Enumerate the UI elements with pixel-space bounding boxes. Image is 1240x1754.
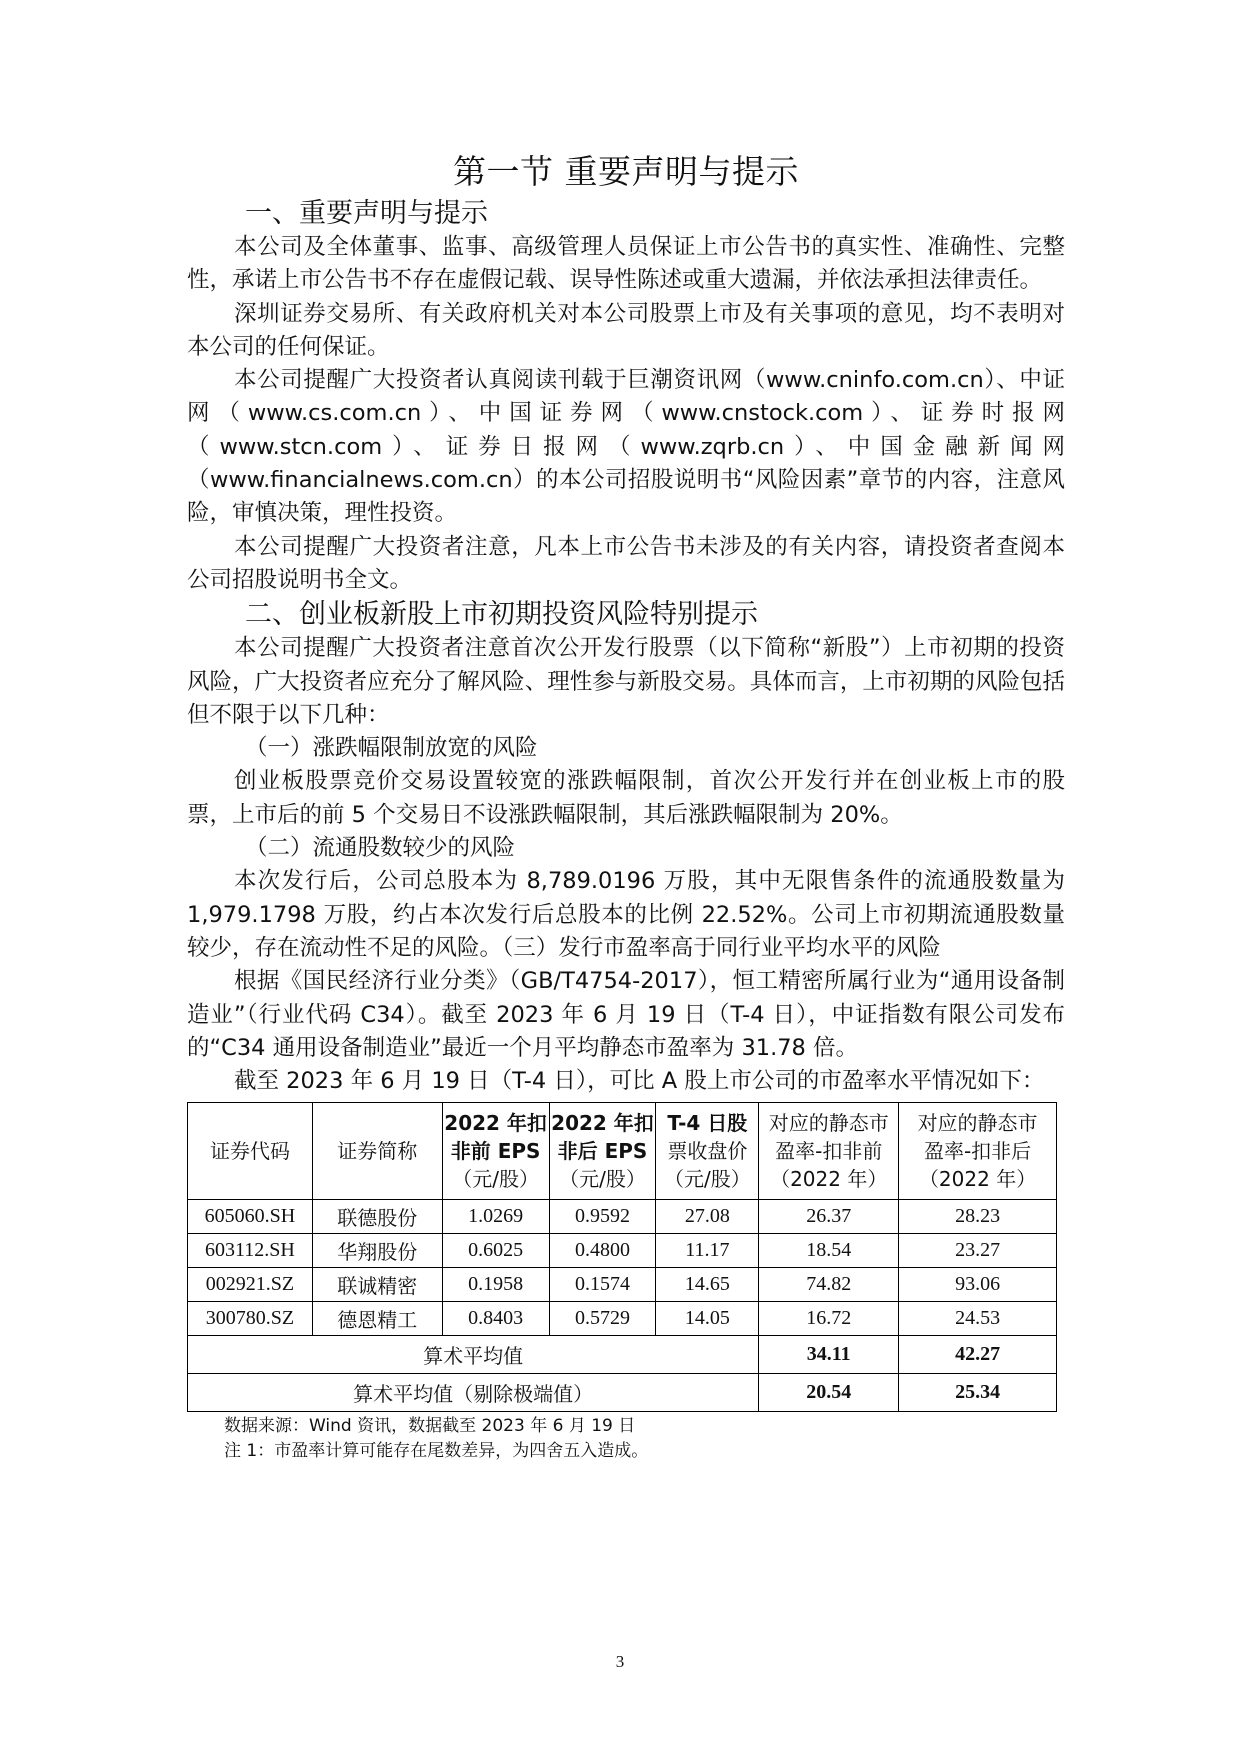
table-row-average-excluding	[188, 1374, 1057, 1412]
cell-pe-pre: 74.82	[759, 1268, 899, 1302]
paragraph-statement: 本公司及全体董事、监事、高级管理人员保证上市公告书的真实性、准确性、完整性，承诺上市公告书不存在虚假记载、误导性陈述或重大遗漏，并依法承担法律责任。	[187, 234, 1065, 294]
cell-name: 联德股份	[312, 1200, 442, 1234]
paragraph-float-shares: 本次发行后，公司总股本为 8,789.0196 万股，其中无限售条件的流通股数量为 1,979.1798 万股，约占本次发行后总股本的比例 22.52%。公司上市初期流通股数量较少，存在流动性不足的风险。（三）发行市盈率高于同行业平均水平的风险	[187, 868, 1065, 961]
table-header-row	[188, 1103, 1057, 1200]
header-close-price: T-4 日股 票收盘价 （元/股）	[656, 1103, 759, 1200]
table-row-average	[188, 1336, 1057, 1374]
cell-average-ex-label: 算术平均值（剔除极端值）	[188, 1374, 759, 1412]
cell-eps-post: 0.5729	[549, 1302, 656, 1336]
cell-average-ex-pe-post: 25.34	[899, 1374, 1057, 1412]
paragraph-comparable-intro: 截至 2023 年 6 月 19 日（T-4 日），可比 A 股上市公司的市盈率水平情况如下：	[234, 1068, 1045, 1095]
cell-name: 联诚精密	[312, 1268, 442, 1302]
heading-risk-warning: 二、创业板新股上市初期投资风险特别提示	[245, 599, 758, 631]
cell-eps-pre: 0.6025	[442, 1234, 549, 1268]
header-code: 证券代码	[188, 1103, 313, 1200]
header-name: 证券简称	[312, 1103, 442, 1200]
cell-eps-post: 0.4800	[549, 1234, 656, 1268]
cell-name: 华翔股份	[312, 1234, 442, 1268]
cell-name: 德恩精工	[312, 1302, 442, 1336]
heading-important-statement: 一、重要声明与提示	[245, 198, 488, 229]
cell-pe-post: 28.23	[899, 1200, 1057, 1234]
table-row	[188, 1268, 1057, 1302]
note-rounding: 注 1：市盈率计算可能存在尾数差异，为四舍五入造成。	[224, 1441, 649, 1462]
cell-pe-post: 93.06	[899, 1268, 1057, 1302]
paragraph-industry-pe: 根据《国民经济行业分类》（GB/T4754-2017），恒工精密所属行业为“通用设备制造业”（行业代码 C34）。截至 2023 年 6 月 19 日（T-4 日），中证指数有限公司发布的“C34 通用设备制造业”最近一个月平均静态市盈率为 31.78 倍。	[187, 968, 1065, 1061]
comparable-pe-table	[187, 1102, 1057, 1412]
cell-average-pe-post: 42.27	[899, 1336, 1057, 1374]
paragraph-refer-prospectus: 本公司提醒广大投资者注意，凡本上市公告书未涉及的有关内容，请投资者查阅本公司招股说明书全文。	[187, 533, 1065, 593]
table-notes	[187, 1414, 1065, 1464]
cell-average-pe-pre: 34.11	[759, 1336, 899, 1374]
header-eps-pre: 2022 年扣 非前 EPS （元/股）	[442, 1103, 549, 1200]
section-title: 第一节 重要声明与提示	[453, 152, 799, 191]
cell-pe-pre: 16.72	[759, 1302, 899, 1336]
table-row	[188, 1234, 1057, 1268]
paragraph-new-share-risk: 本公司提醒广大投资者注意首次公开发行股票（以下简称“新股”）上市初期的投资风险，广大投资者应充分了解风险、理性参与新股交易。具体而言，上市初期的风险包括但不限于以下几种：	[187, 635, 1065, 728]
header-eps-post: 2022 年扣 非后 EPS （元/股）	[549, 1103, 656, 1200]
page-number: 3	[615, 1652, 625, 1671]
cell-code: 002921.SZ	[188, 1268, 313, 1302]
cell-eps-post: 0.1574	[549, 1268, 656, 1302]
document-page	[187, 148, 1065, 1464]
cell-pe-post: 23.27	[899, 1234, 1057, 1268]
cell-pe-pre: 26.37	[759, 1200, 899, 1234]
cell-close: 14.65	[656, 1268, 759, 1302]
subheading-price-limit: （一）涨跌幅限制放宽的风险	[245, 735, 538, 762]
table-row	[188, 1200, 1057, 1234]
paragraph-websites: 本公司提醒广大投资者认真阅读刊载于巨潮资讯网（www.cninfo.com.cn）、中证网（www.cs.com.cn）、中国证券网（www.cnstock.com）、证券时报网（www.stcn.com）、证券日报网（www.zqrb.cn）、中国金融新闻网（www.financialnews.com.cn）的本公司招股说明书“风险因素”章节的内容，注意风险，审慎决策，理性投资。	[187, 367, 1065, 527]
cell-code: 603112.SH	[188, 1234, 313, 1268]
cell-code: 300780.SZ	[188, 1302, 313, 1336]
cell-eps-pre: 0.8403	[442, 1302, 549, 1336]
cell-close: 27.08	[656, 1200, 759, 1234]
header-pe-post: 对应的静态市 盈率-扣非后 （2022 年）	[899, 1103, 1057, 1200]
cell-pe-post: 24.53	[899, 1302, 1057, 1336]
paragraph-exchange: 深圳证券交易所、有关政府机关对本公司股票上市及有关事项的意见，均不表明对本公司的任何保证。	[187, 300, 1065, 360]
table-row	[188, 1302, 1057, 1336]
cell-code: 605060.SH	[188, 1200, 313, 1234]
note-source: 数据来源：Wind 资讯，数据截至 2023 年 6 月 19 日	[224, 1416, 636, 1437]
paragraph-price-limit: 创业板股票竞价交易设置较宽的涨跌幅限制，首次公开发行并在创业板上市的股票，上市后的前 5 个交易日不设涨跌幅限制，其后涨跌幅限制为 20%。	[187, 768, 1065, 828]
cell-eps-post: 0.9592	[549, 1200, 656, 1234]
subheading-float-shares: （二）流通股数较少的风险	[245, 835, 516, 862]
cell-eps-pre: 0.1958	[442, 1268, 549, 1302]
cell-close: 14.05	[656, 1302, 759, 1336]
cell-average-ex-pe-pre: 20.54	[759, 1374, 899, 1412]
header-pe-pre: 对应的静态市 盈率-扣非前 （2022 年）	[759, 1103, 899, 1200]
cell-average-label: 算术平均值	[188, 1336, 759, 1374]
cell-close: 11.17	[656, 1234, 759, 1268]
cell-eps-pre: 1.0269	[442, 1200, 549, 1234]
cell-pe-pre: 18.54	[759, 1234, 899, 1268]
